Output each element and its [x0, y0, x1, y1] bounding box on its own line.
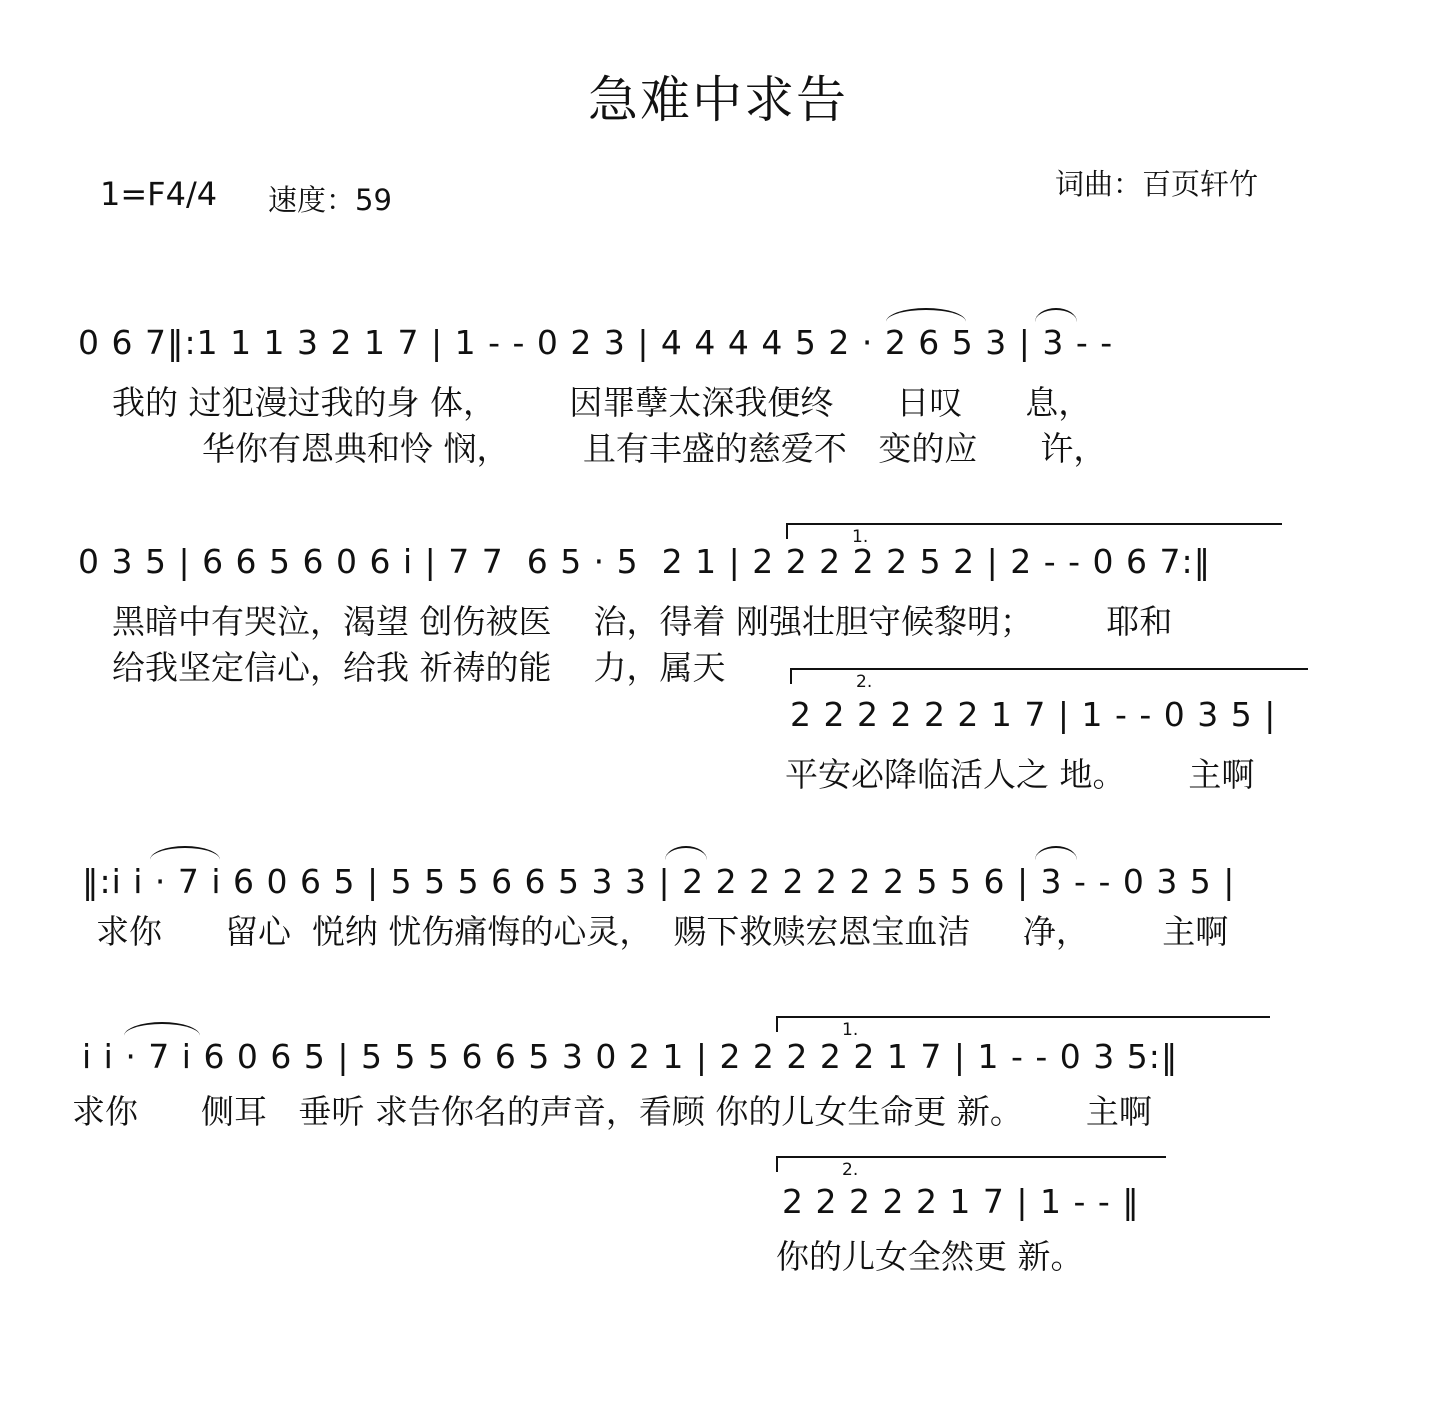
slur: [886, 308, 966, 322]
slur: [665, 846, 707, 860]
volta-label: 1.: [852, 527, 869, 547]
lyrics-line-2a: 黑暗中有哭泣，渴望 创伤被医 治，得着 刚强壮胆守候黎明； 耶和: [112, 602, 1173, 641]
volta-label: 2.: [842, 1160, 859, 1180]
volta-bracket-1: [786, 523, 1282, 547]
lyrics-line-6: 你的儿女全然更 新。: [776, 1237, 1084, 1276]
volta-label: 1.: [842, 1020, 859, 1040]
volta-bracket-1b: [776, 1016, 1270, 1040]
volta-label: 2.: [856, 672, 873, 692]
volta-bracket-2b: [776, 1156, 1166, 1180]
slur: [1035, 308, 1077, 322]
notes-line-5: i i · 7 i 6 0 6 5 | 5 5 5 6 6 5 3 0 2 1 | 2 2 2 2 2 1 7 | 1 - - 0 3 5:‖: [82, 1037, 1179, 1076]
volta-bracket-2: [790, 668, 1308, 692]
slur: [124, 1022, 200, 1036]
notes-line-1: 0 6 7‖:1 1 1 3 2 1 7 | 1 - - 0 2 3 | 4 4 4 4 5 2 · 2 6 5 3 | 3 - -: [78, 323, 1114, 362]
lyrics-line-3: 平安必降临活人之 地。 主啊: [785, 755, 1255, 794]
credit-line: 词曲：百页轩竹: [1055, 167, 1259, 201]
lyrics-line-4: 求你 留心 悦纳 忧伤痛悔的心灵， 赐下救赎宏恩宝血洁 净， 主啊: [96, 912, 1229, 951]
song-title: 急难中求告: [588, 71, 848, 129]
lyrics-line-5: 求你 侧耳 垂听 求告你名的声音，看顾 你的儿女生命更 新。 主啊: [72, 1092, 1152, 1131]
notes-line-6: 2 2 2 2 2 1 7 | 1 - - ‖: [782, 1182, 1140, 1221]
slur: [1035, 846, 1077, 860]
lyrics-line-1b: 华你有恩典和怜 悯， 且有丰盛的慈爱不 变的应 许，: [202, 429, 1107, 468]
notes-line-2: 0 3 5 | 6 6 5 6 0 6 i | 7 7 6 5 · 5 2 1 | 2 2 2 2 2 5 2 | 2 - - 0 6 7:‖: [78, 542, 1212, 581]
notes-line-4: ‖:i i · 7 i 6 0 6 5 | 5 5 5 6 6 5 3 3 | 2 2 2 2 2 2 2 5 5 6 | 3 - - 0 3 5 |: [82, 862, 1236, 901]
tempo-marking: 速度：59: [268, 183, 392, 217]
notes-line-3: 2 2 2 2 2 2 1 7 | 1 - - 0 3 5 |: [790, 695, 1277, 734]
slur: [150, 846, 220, 860]
lyrics-line-2b: 给我坚定信心，给我 祈祷的能 力，属天: [112, 648, 726, 687]
lyrics-line-1a: 我的 过犯漫过我的身 体， 因罪孽太深我便终 日叹 息，: [112, 383, 1092, 422]
key-signature: 1=F4/4: [100, 175, 218, 213]
